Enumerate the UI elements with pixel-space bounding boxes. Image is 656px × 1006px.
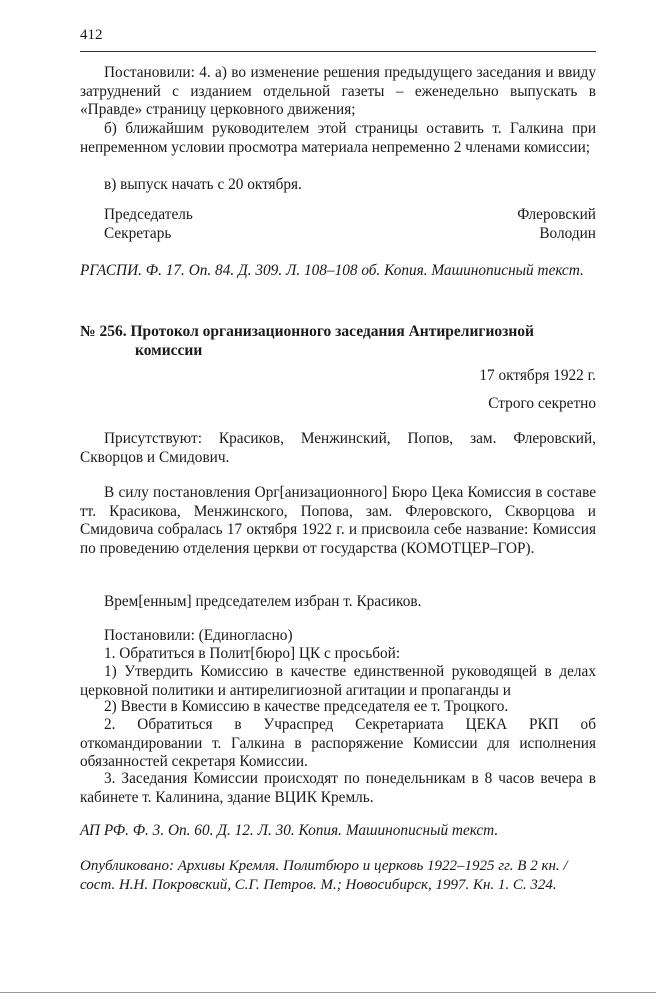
archive-source-256: АП РФ. Ф. 3. Оп. 60. Д. 12. Л. 30. Копия. Машинописный текст. (80, 822, 499, 839)
resolved-item-2: 2. Обратиться в Учраспред Секретариата ЦЕКА РКП об откомандировании т. Галкина в распоряжение Комиссии для исполнения обязанностей секретаря Комиссии. (80, 716, 596, 770)
present-paragraph: Присутствуют: Красиков, Менжинский, Попов, зам. Флеровский, Скворцов и Смидович. (80, 430, 596, 466)
publication-note (80, 857, 596, 894)
resolved-item-3: 3. Заседания Комиссии происходят по понедельникам в 8 часов вечера в кабинете т. Калинина, здание ВЦИК Кремль. (80, 770, 596, 806)
heading-line-2: комиссии (135, 341, 203, 359)
heading-line-1: № 256. Протокол организационного заседания Антирелигиозной (80, 323, 534, 340)
chair-label: Председатель (104, 206, 193, 223)
secretary-name: Володин (539, 225, 596, 242)
secretary-label: Секретарь (104, 225, 172, 242)
resolution-item-a: Постановили: 4. а) во изменение решения предыдущего заседания и ввиду затруднений с изданием отдельной газеты – еженедельно выпускать в «Правде» страницу церковного движения; (80, 64, 596, 118)
resolved-item-1: 1. Обратиться в Полит[бюро] ЦК с просьбой: (104, 645, 401, 662)
basis-paragraph: В силу постановления Орг[анизационного] Бюро Цека Комиссия в составе тт. Красикова, Менжинского, Попова, зам. Флеровского, Скворцова и Смидовича собралась 17 октября 1922 г. и присвоила себе название: Комиссия по проведению отделения церкви от государства (КОМОТЦЕР–ГОР). (80, 484, 596, 557)
resolution-item-c: в) выпуск начать с 20 октября. (104, 176, 302, 193)
resolved-item-1-2: 2) Ввести в Комиссию в качестве председателя ее т. Троцкого. (104, 698, 509, 715)
document-heading (80, 323, 596, 360)
signature-chair (104, 206, 596, 225)
resolved-header: Постановили: (Единогласно) (104, 627, 293, 644)
chair-elected-paragraph: Врем[енным] председателем избран т. Красиков. (104, 593, 422, 610)
archive-source-prev: РГАСПИ. Ф. 17. Оп. 84. Д. 309. Л. 108–108 об. Копия. Машинописный текст. (80, 262, 584, 279)
page-edge (0, 992, 656, 993)
signature-secretary (104, 225, 596, 244)
published-label: Опубликовано: (80, 858, 174, 874)
header-rule (80, 51, 596, 52)
chair-name: Флеровский (517, 206, 596, 223)
document-date: 17 октября 1922 г. (479, 367, 596, 384)
resolution-item-b: б) ближайшим руководителем этой страницы оставить т. Галкина при непременном условии просмотра материала непременно 2 членами комиссии; (80, 120, 596, 156)
published-text: Архивы Кремля. Политбюро и церковь 1922–1925 гг. В 2 кн. / сост. Н.Н. Покровский, С.Г. Петров. М.; Новосибирск, 1997. Кн. 1. С. 324. (80, 858, 568, 893)
classification-stamp: Строго секретно (488, 395, 596, 412)
resolved-item-1-1: 1) Утвердить Комиссию в качестве единственной руководящей в делах церковной политики и антирелигиозной агитации и пропаганды и (80, 663, 596, 699)
page-number: 412 (80, 27, 103, 43)
